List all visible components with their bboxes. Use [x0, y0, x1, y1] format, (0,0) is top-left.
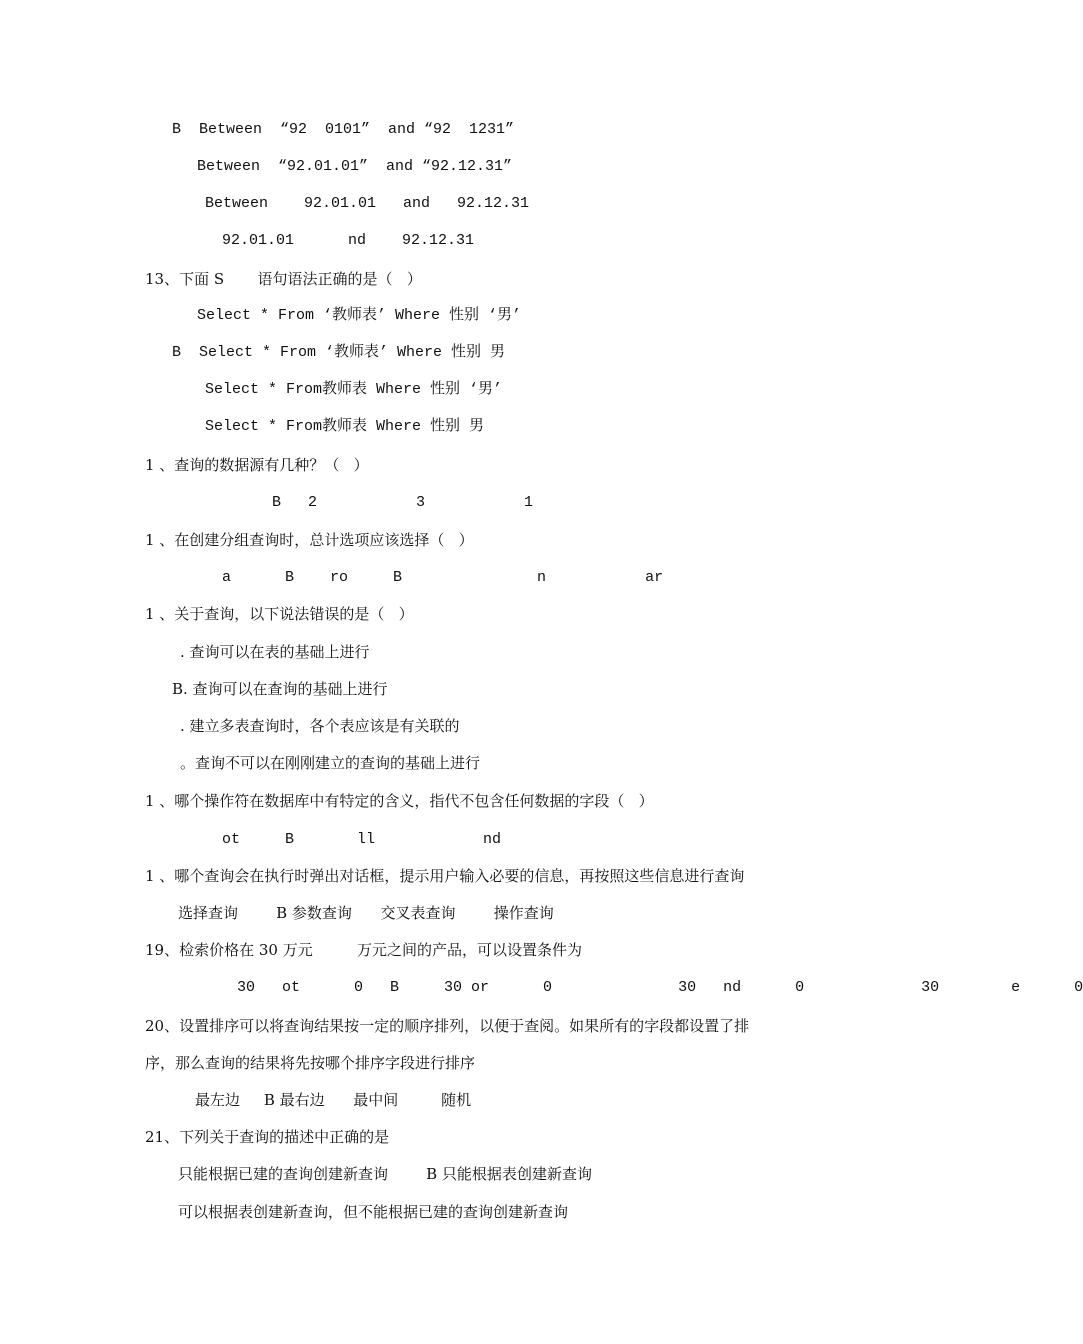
question-21: 21、下列关于查询的描述中正确的是 [145, 1128, 390, 1146]
option-line: . 查询可以在表的基础上进行 [180, 643, 370, 661]
question-15: 1 、在创建分组查询时，总计选项应该选择（ ） [145, 531, 474, 549]
option-line: ot B ll nd [222, 831, 502, 848]
question-17: 1 、哪个操作符在数据库中有特定的含义，指代不包含任何数据的字段（ ） [145, 792, 654, 810]
question-16: 1 、关于查询，以下说法错误的是（ ） [145, 605, 414, 623]
option-line: Between 92.01.01 and 92.12.31 [205, 195, 530, 212]
question-19: 19、检索价格在 30 万元 [145, 941, 313, 959]
option-line: 可以根据表创建新查询，但不能根据已建的查询创建新查询 [178, 1203, 569, 1221]
option-line: 。查询不可以在刚刚建立的查询的基础上进行 [180, 754, 481, 772]
option-line: B Between “92 0101” and “92 1231” [172, 121, 515, 138]
option-line: B. 查询可以在查询的基础上进行 [172, 680, 388, 698]
option-line: Select * From教师表 Where 性别 男 [205, 418, 485, 435]
question-20-cont: 序，那么查询的结果将先按哪个排序字段进行排序 [145, 1054, 476, 1072]
option-line: B 2 3 1 [272, 494, 534, 511]
question-13: 13、下面 S 语句语法正确的是（ ） [145, 270, 422, 288]
question-20: 20、设置排序可以将查询结果按一定的顺序排列，以便于查阅。如果所有的字段都设置了排 [145, 1017, 750, 1035]
option-line: a B ro B n ar [222, 569, 664, 586]
option-line: Select * From教师表 Where 性别 ‘男’ [205, 381, 503, 398]
option-line: Select * From ‘教师表’ Where 性别 ‘男’ [197, 307, 522, 324]
question-19-cont: 万元之间的产品，可以设置条件为 [357, 941, 583, 959]
option-line: 最左边 B 最右边 最中间 随机 [195, 1091, 472, 1109]
question-18: 1 、哪个查询会在执行时弹出对话框，提示用户输入必要的信息，再按照这些信息进行查询 [145, 867, 745, 885]
option-line: 只能根据已建的查询创建新查询 B 只能根据表创建新查询 [178, 1165, 592, 1183]
option-line: B Select * From ‘教师表’ Where 性别 男 [172, 344, 506, 361]
option-line: 选择查询 B 参数查询 交叉表查询 操作查询 [178, 904, 554, 922]
option-line: 30 ot 0 B 30 or 0 30 nd 0 30 e 0 [237, 979, 1083, 996]
option-line: 92.01.01 nd 92.12.31 [222, 232, 475, 249]
question-14: 1 、查询的数据源有几种？（ ） [145, 456, 369, 474]
option-line: Between “92.01.01” and “92.12.31” [197, 158, 513, 175]
option-line: . 建立多表查询时，各个表应该是有关联的 [180, 717, 460, 735]
